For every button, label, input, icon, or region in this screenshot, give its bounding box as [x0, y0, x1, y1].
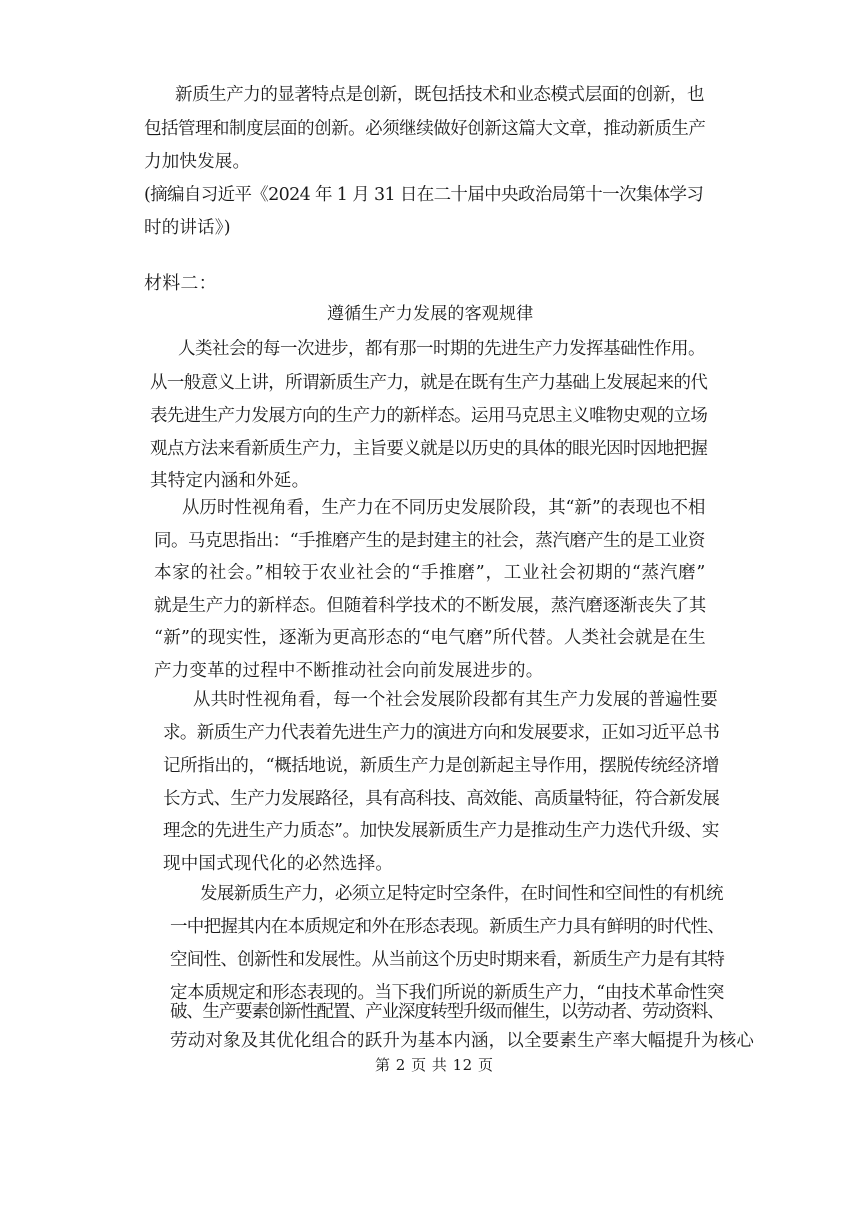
paragraph-2-line-2: 同。马克思指出：“手推磨产生的是封建主的社会，蒸汽磨产生的是工业资 [154, 531, 705, 551]
paragraph-1-line-1: 人类社会的每一次进步，都有那一时期的先进生产力发挥基础性作用。 [178, 339, 705, 359]
paragraph-3-line-2: 求。新质生产力代表着先进生产力的演进方向和发展要求，正如习近平总书 [163, 723, 720, 743]
paragraph-2-line-6: 产力变革的过程中不断推动社会向前发展进步的。 [154, 661, 544, 681]
paragraph-2-line-3: 本家的社会。”相较于农业社会的“手推磨”，工业社会初期的“蒸汽磨” [154, 563, 707, 583]
paragraph-3-line-6: 现中国式现代化的必然选择。 [163, 854, 394, 874]
paragraph-4-line-6: 劳动对象及其优化组合的跃升为基本内涵，以全要素生产率大幅提升为核心 [170, 1031, 755, 1051]
page-number: 第 2 页 共 12 页 [375, 1056, 494, 1074]
paragraph-3-line-1: 从共时性视角看，每一个社会发展阶段都有其生产力发展的普遍性要 [193, 690, 718, 710]
paragraph-3-line-3: 记所指出的，“概括地说，新质生产力是创新起主导作用，摆脱传统经济增 [163, 756, 719, 776]
paragraph-4-line-3: 空间性、创新性和发展性。从当前这个历史时期来看，新质生产力是有其特 [170, 950, 725, 970]
source-citation-line-1: (摘编自习近平《2024 年 1 月 31 日在二十届中央政治局第十一次集体学习 [144, 185, 704, 205]
paragraph-1-line-5: 其特定内涵和外延。 [150, 471, 310, 491]
paragraph-4-line-2: 一中把握其内在本质规定和外在形态表现。新质生产力具有鲜明的时代性、 [170, 917, 725, 937]
paragraph-1-line-4: 观点方法来看新质生产力，主旨要义就是以历史的具体的眼光因时因地把握 [150, 439, 708, 459]
source-citation-line-2: 时的讲话》) [144, 218, 231, 238]
intro-line-2: 包括管理和制度层面的创新。必须继续做好创新这篇大文章，推动新质生产 [144, 119, 706, 139]
intro-line-3: 力加快发展。 [144, 152, 251, 172]
paragraph-4-line-1: 发展新质生产力，必须立足特定时空条件，在时间性和空间性的有机统 [200, 884, 723, 904]
paragraph-3-line-4: 长方式、生产力发展路径，具有高科技、高效能、高质量特征，符合新发展 [163, 789, 720, 809]
paragraph-1-line-3: 表先进生产力发展方向的生产力的新样态。运用马克思主义唯物史观的立场 [150, 406, 708, 426]
paragraph-2-line-5: “新”的现实性，逐渐为更高形态的“电气磨”所代替。人类社会就是在生 [154, 628, 706, 648]
paragraph-2-line-1: 从历时性视角看，生产力在不同历史发展阶段，其“新”的表现也不相 [182, 498, 706, 518]
material-title: 遵循生产力发展的客观规律 [327, 304, 534, 324]
paragraph-2-line-4: 就是生产力的新样态。但随着科学技术的不断发展，蒸汽磨逐渐丧失了其 [154, 596, 706, 616]
paragraph-4-line-5: 破、生产要素创新性配置、产业深度转型升级而催生，以劳动者、劳动资料、 [170, 1002, 724, 1022]
intro-line-1: 新质生产力的显著特点是创新，既包括技术和业态模式层面的创新，也 [175, 85, 705, 105]
paragraph-4-line-4: 定本质规定和形态表现的。当下我们所说的新质生产力，“由技术革命性突 [170, 983, 724, 1003]
paragraph-3-line-5: 理念的先进生产力质态”。加快发展新质生产力是推动生产力迭代升级、实 [163, 821, 719, 841]
paragraph-1-line-2: 从一般意义上讲，所谓新质生产力，就是在既有生产力基础上发展起来的代 [150, 373, 708, 393]
material-label: 材料二： [144, 273, 217, 294]
